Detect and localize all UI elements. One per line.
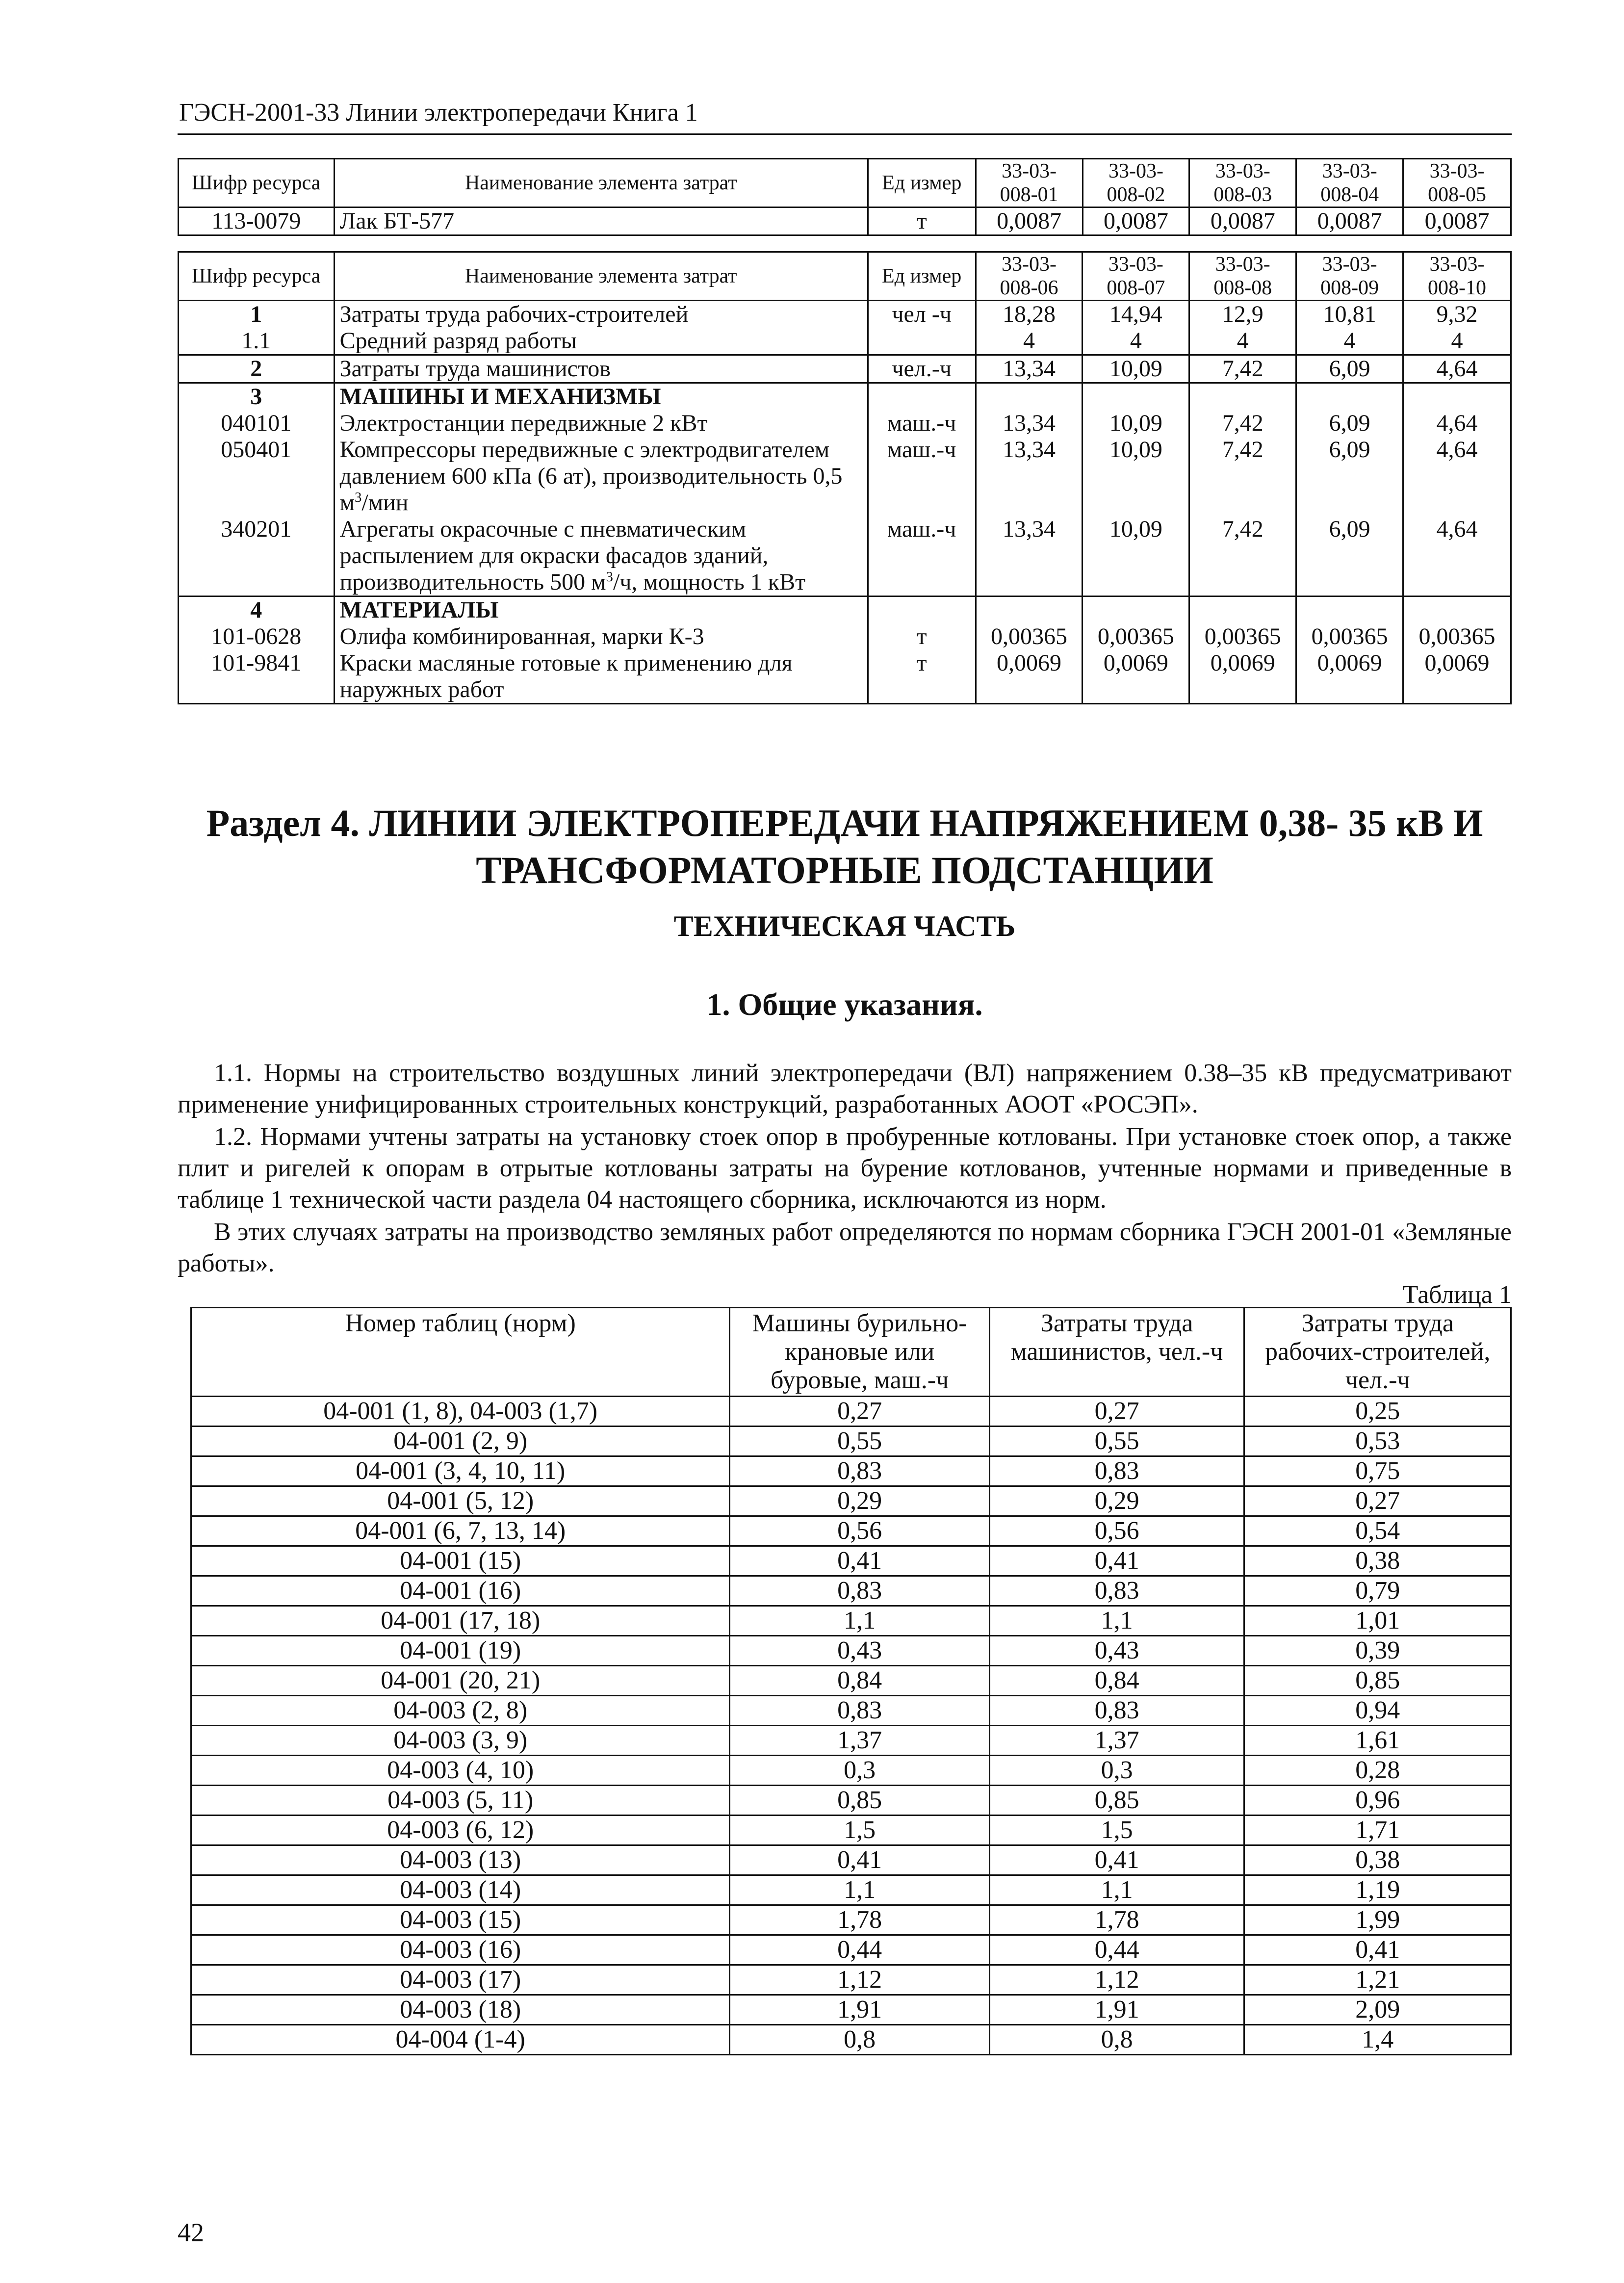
norm-table-number: 04-004 (1-4) (191, 2025, 730, 2055)
worker-labor-value: 1,71 (1244, 1816, 1511, 1845)
norm-value (1189, 597, 1296, 624)
resource-name: Электростанции передвижные 2 кВт (334, 410, 868, 437)
resource-unit: маш.-ч (868, 437, 976, 516)
drilling-machines-value: 1,12 (730, 1965, 989, 1995)
drilling-machines-value: 0,27 (730, 1397, 989, 1427)
drilling-machines-value: 1,5 (730, 1816, 989, 1845)
norm-value: 6,09 (1296, 355, 1403, 383)
table-row (191, 1905, 1511, 1935)
norm-value: 12,9 (1189, 301, 1296, 328)
norm-value: 0,00365 (1296, 623, 1403, 650)
worker-labor-value: 0,38 (1244, 1845, 1511, 1875)
norm-value: 0,00365 (1083, 623, 1189, 650)
section-title-continued: ТРАНСФОРМАТОРНЫЕ ПОДСТАНЦИИ (476, 849, 1213, 891)
resource-code: 101-9841 (179, 650, 335, 704)
running-header: ГЭСН-2001-33 Линии электропередачи Книга 1 (179, 99, 698, 127)
worker-labor-value: 1,61 (1244, 1726, 1511, 1756)
norm-table-number: 04-001 (17, 18) (191, 1606, 730, 1636)
norm-value (1296, 597, 1403, 624)
norm-value: 4,64 (1403, 410, 1511, 437)
worker-labor-value: 0,53 (1244, 1427, 1511, 1456)
resource-code: 2 (179, 355, 335, 383)
resource-name: Затраты труда машинистов (334, 355, 868, 383)
resource-unit: маш.-ч (868, 516, 976, 597)
resource-name: МАШИНЫ И МЕХАНИЗМЫ (334, 383, 868, 411)
norm-value: 4 (976, 328, 1083, 355)
worker-labor-value: 0,85 (1244, 1666, 1511, 1696)
norm-table-number: 04-001 (1, 8), 04-003 (1,7) (191, 1397, 730, 1427)
norm-value: 7,42 (1189, 437, 1296, 516)
column-header: Наименование элемента затрат (334, 159, 868, 208)
norm-value: 10,09 (1083, 355, 1189, 383)
norm-value: 0,00365 (976, 623, 1083, 650)
column-header: Шифр ресурса (179, 252, 335, 301)
drilling-machines-value: 0,84 (730, 1666, 989, 1696)
column-header: 33-03- 008-02 (1083, 159, 1189, 208)
norm-value (1403, 597, 1511, 624)
resource-unit: т (868, 650, 976, 704)
drilling-machines-value: 0,83 (730, 1456, 989, 1486)
resource-name: Краски масляные готовые к применению для наружных работ (334, 650, 868, 704)
norm-table-number: 04-001 (6, 7, 13, 14) (191, 1516, 730, 1546)
worker-labor-value: 0,39 (1244, 1636, 1511, 1666)
table-1 (190, 1307, 1512, 2055)
column-header: 33-03- 008-05 (1403, 159, 1511, 208)
operator-labor-value: 0,84 (989, 1666, 1244, 1696)
worker-labor-value: 0,38 (1244, 1546, 1511, 1576)
resource-name: МАТЕРИАЛЫ (334, 597, 868, 624)
norm-value: 7,42 (1189, 355, 1296, 383)
norm-value: 0,0069 (976, 650, 1083, 704)
norm-value: 4,64 (1403, 355, 1511, 383)
drilling-machines-value: 0,3 (730, 1756, 989, 1786)
column-header: 33-03- 008-04 (1296, 159, 1403, 208)
table-row (191, 1816, 1511, 1845)
table-row (191, 1546, 1511, 1576)
column-header: Машины бурильно- крановые или буровые, маш.-ч (730, 1308, 989, 1397)
column-header: 33-03- 008-06 (976, 252, 1083, 301)
norm-value: 0,0087 (1189, 208, 1296, 235)
norm-value: 0,0087 (976, 208, 1083, 235)
table-row (191, 1786, 1511, 1816)
norm-value: 4,64 (1403, 516, 1511, 597)
table-row (179, 355, 1511, 383)
table-row (191, 2025, 1511, 2055)
table-1-label: Таблица 1 (1402, 1281, 1512, 1309)
norm-value (976, 383, 1083, 411)
table-row (191, 1666, 1511, 1696)
table-row (191, 1726, 1511, 1756)
operator-labor-value: 0,41 (989, 1546, 1244, 1576)
worker-labor-value: 0,28 (1244, 1756, 1511, 1786)
operator-labor-value: 1,12 (989, 1965, 1244, 1995)
resource-unit (868, 328, 976, 355)
table-row (191, 1427, 1511, 1456)
worker-labor-value: 0,54 (1244, 1516, 1511, 1546)
norm-table-number: 04-001 (5, 12) (191, 1486, 730, 1516)
norm-value: 13,34 (976, 516, 1083, 597)
drilling-machines-value: 1,37 (730, 1726, 989, 1756)
operator-labor-value: 0,56 (989, 1516, 1244, 1546)
norm-table-number: 04-003 (16) (191, 1935, 730, 1965)
operator-labor-value: 0,41 (989, 1845, 1244, 1875)
table-row (191, 1636, 1511, 1666)
worker-labor-value: 0,41 (1244, 1935, 1511, 1965)
operator-labor-value: 1,37 (989, 1726, 1244, 1756)
operator-labor-value: 0,83 (989, 1576, 1244, 1606)
column-header: 33-03- 008-03 (1189, 159, 1296, 208)
column-header: Шифр ресурса (179, 159, 335, 208)
resource-name: Олифа комбинированная, марки К-3 (334, 623, 868, 650)
drilling-machines-value: 1,1 (730, 1875, 989, 1905)
norm-table-number: 04-003 (3, 9) (191, 1726, 730, 1756)
drilling-machines-value: 0,83 (730, 1696, 989, 1726)
worker-labor-value: 1,21 (1244, 1965, 1511, 1995)
resource-name: Затраты труда рабочих-строителей (334, 301, 868, 328)
norm-table-number: 04-003 (14) (191, 1875, 730, 1905)
resource-code: 101-0628 (179, 623, 335, 650)
table-row (191, 1576, 1511, 1606)
resource-unit: маш.-ч (868, 410, 976, 437)
worker-labor-value: 0,25 (1244, 1397, 1511, 1427)
paragraph-1-1: 1.1. Нормы на строительство воздушных линий электропередачи (ВЛ) напряжением 0.38–35 кВ предусматривают применение унифицированных строительных конструкций, разработанных АООТ «РОСЭП». (178, 1059, 1512, 1118)
drilling-machines-value: 0,56 (730, 1516, 989, 1546)
table-row (191, 1397, 1511, 1427)
operator-labor-value: 1,1 (989, 1606, 1244, 1636)
resource-code: 1.1 (179, 328, 335, 355)
paragraph-1-2: 1.2. Нормами учтены затраты на установку стоек опор в пробуренные котлованы. При установке стоек опор, а также плит и ригелей к опорам в отрытые котлованы затраты на бурение котлованов, учтенные нормами и приведенные в таблице 1 технической части раздела 04 настоящего сборника, исключаются из норм. (178, 1123, 1512, 1214)
table-row (179, 437, 1511, 516)
table-row (191, 1845, 1511, 1875)
table-header-row (179, 252, 1511, 301)
drilling-machines-value: 0,85 (730, 1786, 989, 1816)
worker-labor-value: 1,99 (1244, 1905, 1511, 1935)
resource-code: 3 (179, 383, 335, 411)
norm-value: 10,09 (1083, 410, 1189, 437)
drilling-machines-value: 0,29 (730, 1486, 989, 1516)
resource-name: Агрегаты окрасочные с пневматическим распылением для окраски фасадов зданий, производительность 500 $м^3/ч$, мощность 1 кВт (334, 516, 868, 597)
table-row (191, 1606, 1511, 1636)
norm-table-number: 04-001 (3, 4, 10, 11) (191, 1456, 730, 1486)
norm-table-number: 04-003 (17) (191, 1965, 730, 1995)
table-row (179, 597, 1511, 624)
resource-code: 050401 (179, 437, 335, 516)
norm-value: 4 (1189, 328, 1296, 355)
drilling-machines-value: 0,83 (730, 1576, 989, 1606)
column-header: Ед измер (868, 252, 976, 301)
resource-name: Компрессоры передвижные с электродвигателем давлением 600 кПа (6 ат), производительность 0,5 $м^3$/мин (334, 437, 868, 516)
worker-labor-value: 1,4 (1244, 2025, 1511, 2055)
paragraph-earthworks: В этих случаях затраты на производство земляных работ определяются по нормам сборника ГЭСН 2001-01 «Земляные работы». (178, 1218, 1512, 1277)
norm-value: 10,09 (1083, 516, 1189, 597)
norm-value: 4 (1296, 328, 1403, 355)
norm-table-number: 04-001 (16) (191, 1576, 730, 1606)
resource-name: Средний разряд работы (334, 328, 868, 355)
column-header: Наименование элемента затрат (334, 252, 868, 301)
column-header: 33-03- 008-07 (1083, 252, 1189, 301)
operator-labor-value: 0,3 (989, 1756, 1244, 1786)
operator-labor-value: 0,27 (989, 1397, 1244, 1427)
norm-value (976, 597, 1083, 624)
norm-value: 0,0087 (1403, 208, 1511, 235)
norm-value: 4,64 (1403, 437, 1511, 516)
column-header: Ед измер (868, 159, 976, 208)
resource-table-b (178, 251, 1512, 704)
norm-value: 18,28 (976, 301, 1083, 328)
table-row (179, 623, 1511, 650)
resource-code: 4 (179, 597, 335, 624)
norm-value: 14,94 (1083, 301, 1189, 328)
operator-labor-value: 0,55 (989, 1427, 1244, 1456)
norm-table-number: 04-001 (15) (191, 1546, 730, 1576)
worker-labor-value: 0,79 (1244, 1576, 1511, 1606)
norm-table-number: 04-003 (2, 8) (191, 1696, 730, 1726)
table-row (191, 1696, 1511, 1726)
norm-value: 7,42 (1189, 410, 1296, 437)
worker-labor-value: 2,09 (1244, 1995, 1511, 2025)
table-row (191, 1456, 1511, 1486)
table-row (179, 383, 1511, 411)
worker-labor-value: 1,01 (1244, 1606, 1511, 1636)
table-row (191, 1935, 1511, 1965)
operator-labor-value: 1,78 (989, 1905, 1244, 1935)
norm-table-number: 04-003 (18) (191, 1995, 730, 2025)
drilling-machines-value: 0,43 (730, 1636, 989, 1666)
norm-value: 13,34 (976, 355, 1083, 383)
resource-code: 340201 (179, 516, 335, 597)
resource-name: Лак БТ-577 (334, 208, 868, 235)
norm-value (1189, 383, 1296, 411)
table-row (191, 1965, 1511, 1995)
operator-labor-value: 0,83 (989, 1456, 1244, 1486)
norm-value: 10,09 (1083, 437, 1189, 516)
table-row (191, 1995, 1511, 2025)
norm-value: 10,81 (1296, 301, 1403, 328)
resource-code: 113-0079 (179, 208, 335, 235)
norm-table-number: 04-001 (2, 9) (191, 1427, 730, 1456)
resource-code: 1 (179, 301, 335, 328)
drilling-machines-value: 1,78 (730, 1905, 989, 1935)
resource-code: 040101 (179, 410, 335, 437)
page-number: 42 (178, 2218, 204, 2247)
norm-value: 9,32 (1403, 301, 1511, 328)
norm-value (1296, 383, 1403, 411)
norm-value (1403, 383, 1511, 411)
operator-labor-value: 0,83 (989, 1696, 1244, 1726)
drilling-machines-value: 0,44 (730, 1935, 989, 1965)
norm-value: 6,09 (1296, 410, 1403, 437)
drilling-machines-value: 0,41 (730, 1546, 989, 1576)
worker-labor-value: 0,27 (1244, 1486, 1511, 1516)
norm-value: 0,0069 (1296, 650, 1403, 704)
operator-labor-value: 1,91 (989, 1995, 1244, 2025)
norm-value: 4 (1403, 328, 1511, 355)
norm-value (1083, 383, 1189, 411)
column-header: 33-03- 008-10 (1403, 252, 1511, 301)
resource-unit: т (868, 208, 976, 235)
operator-labor-value: 0,43 (989, 1636, 1244, 1666)
table-row (191, 1516, 1511, 1546)
norm-table-number: 04-003 (5, 11) (191, 1786, 730, 1816)
norm-value: 0,00365 (1403, 623, 1511, 650)
operator-labor-value: 0,85 (989, 1786, 1244, 1816)
drilling-machines-value: 1,91 (730, 1995, 989, 2025)
column-header: 33-03- 008-01 (976, 159, 1083, 208)
norm-value: 4 (1083, 328, 1189, 355)
norm-value: 13,34 (976, 410, 1083, 437)
table-row (179, 650, 1511, 704)
resource-unit: чел -ч (868, 301, 976, 328)
norm-table-number: 04-001 (20, 21) (191, 1666, 730, 1696)
operator-labor-value: 0,44 (989, 1935, 1244, 1965)
general-instructions-heading: 1. Общие указания. (706, 987, 983, 1022)
column-header: Затраты труда машинистов, чел.-ч (989, 1308, 1244, 1397)
norm-value: 7,42 (1189, 516, 1296, 597)
header-rule (178, 133, 1512, 135)
table-row (191, 1486, 1511, 1516)
norm-table-number: 04-003 (6, 12) (191, 1816, 730, 1845)
resource-unit (868, 383, 976, 411)
table-row (179, 516, 1511, 597)
norm-value: 0,0087 (1296, 208, 1403, 235)
column-header: Номер таблиц (норм) (191, 1308, 730, 1397)
drilling-machines-value: 0,41 (730, 1845, 989, 1875)
worker-labor-value: 0,75 (1244, 1456, 1511, 1486)
norm-table-number: 04-001 (19) (191, 1636, 730, 1666)
worker-labor-value: 0,96 (1244, 1786, 1511, 1816)
table-row (191, 1875, 1511, 1905)
norm-value: 0,0087 (1083, 208, 1189, 235)
norm-value: 0,00365 (1189, 623, 1296, 650)
resource-table-a (178, 158, 1512, 236)
technical-part-heading: ТЕХНИЧЕСКАЯ ЧАСТЬ (673, 910, 1016, 942)
table-row (191, 1756, 1511, 1786)
table-header-row (191, 1308, 1511, 1397)
table-row (179, 328, 1511, 355)
norm-value: 0,0069 (1083, 650, 1189, 704)
norm-value: 6,09 (1296, 516, 1403, 597)
table-row (179, 208, 1511, 235)
worker-labor-value: 0,94 (1244, 1696, 1511, 1726)
norm-value (1083, 597, 1189, 624)
norm-table-number: 04-003 (13) (191, 1845, 730, 1875)
drilling-machines-value: 0,8 (730, 2025, 989, 2055)
norm-value: 0,0069 (1189, 650, 1296, 704)
norm-value: 6,09 (1296, 437, 1403, 516)
column-header: 33-03- 008-09 (1296, 252, 1403, 301)
resource-unit (868, 597, 976, 624)
operator-labor-value: 1,1 (989, 1875, 1244, 1905)
drilling-machines-value: 1,1 (730, 1606, 989, 1636)
column-header: Затраты труда рабочих-строителей, чел.-ч (1244, 1308, 1511, 1397)
norm-value: 13,34 (976, 437, 1083, 516)
norm-table-number: 04-003 (4, 10) (191, 1756, 730, 1786)
column-header: 33-03- 008-08 (1189, 252, 1296, 301)
table-header-row (179, 159, 1511, 208)
resource-unit: т (868, 623, 976, 650)
norm-table-number: 04-003 (15) (191, 1905, 730, 1935)
norm-value: 0,0069 (1403, 650, 1511, 704)
drilling-machines-value: 0,55 (730, 1427, 989, 1456)
table-row (179, 410, 1511, 437)
operator-labor-value: 0,29 (989, 1486, 1244, 1516)
operator-labor-value: 0,8 (989, 2025, 1244, 2055)
resource-unit: чел.-ч (868, 355, 976, 383)
section-title: Раздел 4. ЛИНИИ ЭЛЕКТРОПЕРЕДАЧИ НАПРЯЖЕНИЕМ 0,38- 35 кВ И (206, 802, 1483, 844)
worker-labor-value: 1,19 (1244, 1875, 1511, 1905)
table-row (179, 301, 1511, 328)
operator-labor-value: 1,5 (989, 1816, 1244, 1845)
